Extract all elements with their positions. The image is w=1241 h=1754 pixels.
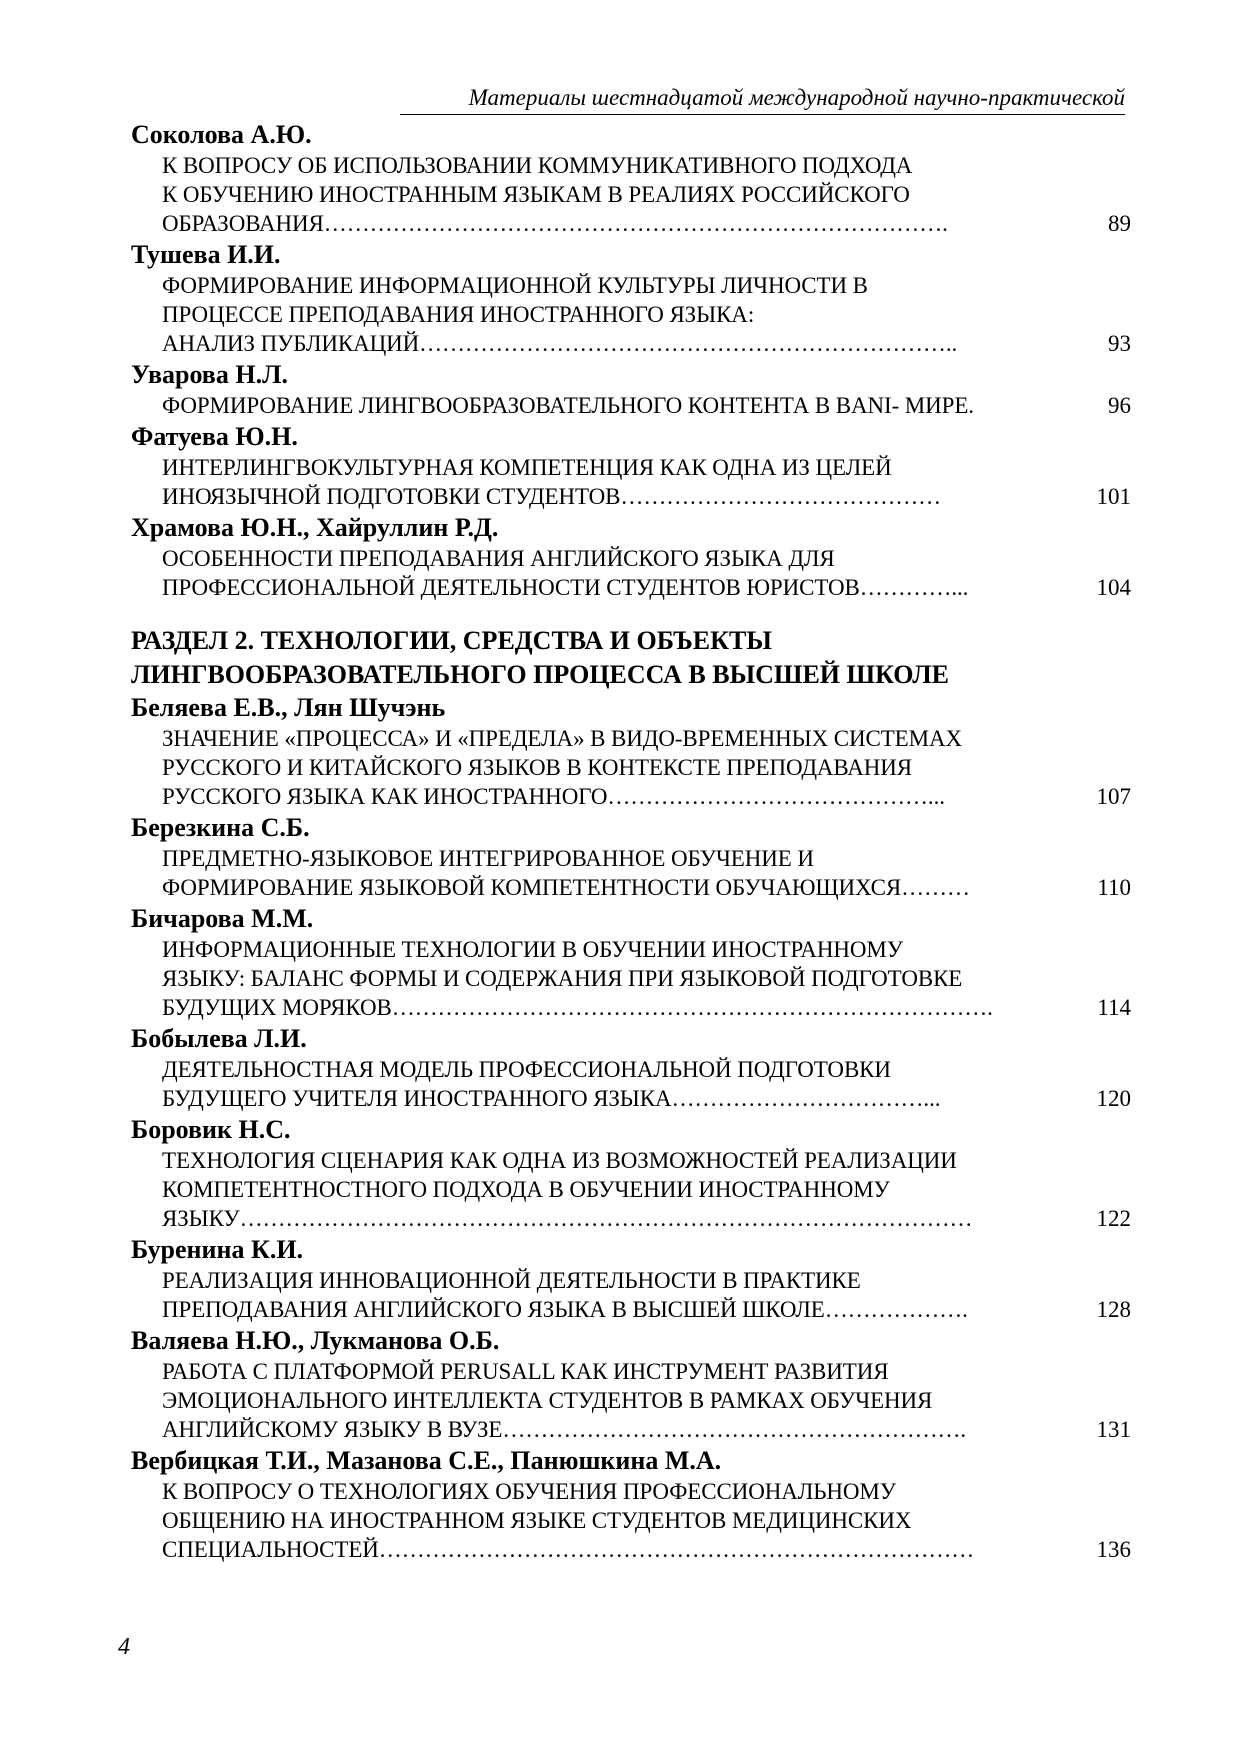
entry-title — [131, 935, 1131, 1022]
entry-title — [131, 844, 1131, 902]
entry-title-line: ФОРМИРОВАНИЕ ЯЗЫКОВОЙ КОМПЕТЕНТНОСТИ ОБУЧАЮЩИХСЯ……… — [162, 875, 970, 900]
entry-author: Уварова Н.Л. — [131, 360, 288, 389]
entry-title-line: ЭМОЦИОНАЛЬНОГО ИНТЕЛЛЕКТА СТУДЕНТОВ В РАМКАХ ОБУЧЕНИЯ — [162, 1388, 933, 1413]
entry-page-number: 96 — [1108, 393, 1131, 418]
entry-title-line: ИНОЯЗЫЧНОЙ ПОДГОТОВКИ СТУДЕНТОВ…………………………………… — [162, 484, 942, 509]
toc-entry[interactable] — [131, 1114, 1131, 1233]
entry-title-line: РУССКОГО ЯЗЫКА КАК ИНОСТРАННОГО……………………………………... — [162, 784, 945, 809]
entry-author: Фатуева Ю.Н. — [131, 422, 298, 451]
entry-title — [131, 1266, 1131, 1324]
toc-entries-top — [131, 119, 1131, 602]
toc-entry[interactable] — [131, 1023, 1131, 1113]
entry-title — [131, 1357, 1131, 1444]
entry-title-line: РУССКОГО И КИТАЙСКОГО ЯЗЫКОВ В КОНТЕКСТЕ ПРЕПОДАВАНИЯ — [162, 755, 912, 780]
entry-title-line: ПРОЦЕССЕ ПРЕПОДАВАНИЯ ИНОСТРАННОГО ЯЗЫКА: — [162, 302, 755, 327]
entry-title — [131, 391, 1131, 420]
entry-title-line: КОМПЕТЕНТНОСТНОГО ПОДХОДА В ОБУЧЕНИИ ИНОСТРАННОМУ — [162, 1177, 890, 1202]
entry-author: Боровик Н.С. — [131, 1115, 291, 1144]
entry-title — [131, 544, 1131, 602]
toc-entry[interactable] — [131, 119, 1131, 238]
entry-title-line: АНГЛИЙСКОМУ ЯЗЫКУ В ВУЗЕ……………………………………………………. — [162, 1417, 967, 1442]
section-heading-line-1: РАЗДЕЛ 2. ТЕХНОЛОГИИ, СРЕДСТВА И ОБЪЕКТЫ — [131, 626, 772, 655]
entry-title-line: ПРЕДМЕТНО-ЯЗЫКОВОЕ ИНТЕГРИРОВАННОЕ ОБУЧЕНИЕ И — [162, 846, 814, 871]
entry-page-number: 131 — [1096, 1417, 1131, 1442]
entry-title-line: К ОБУЧЕНИЮ ИНОСТРАННЫМ ЯЗЫКАМ В РЕАЛИЯХ РОССИЙСКОГО — [162, 182, 910, 207]
entry-title — [131, 1477, 1131, 1564]
entry-author: Тушева И.И. — [131, 240, 281, 269]
entry-title-line: ЯЗЫКУ…………………………………………………………………………………… — [162, 1206, 973, 1231]
entry-title — [131, 151, 1131, 238]
page-number: 4 — [118, 1634, 130, 1660]
toc-entry[interactable] — [131, 1234, 1131, 1324]
toc-entries-bottom — [131, 692, 1131, 1564]
entry-title — [131, 453, 1131, 511]
table-of-contents — [131, 119, 1131, 1565]
entry-title-line: БУДУЩИХ МОРЯКОВ……………………………………………………………………. — [162, 995, 993, 1020]
toc-entry[interactable] — [131, 812, 1131, 902]
entry-title-line: ФОРМИРОВАНИЕ ИНФОРМАЦИОННОЙ КУЛЬТУРЫ ЛИЧНОСТИ В — [162, 273, 868, 298]
entry-title-line: ЗНАЧЕНИЕ «ПРОЦЕССА» И «ПРЕДЕЛА» В ВИДО-ВРЕМЕННЫХ СИСТЕМАХ — [162, 726, 962, 751]
entry-title-line: ДЕЯТЕЛЬНОСТНАЯ МОДЕЛЬ ПРОФЕССИОНАЛЬНОЙ ПОДГОТОВКИ — [162, 1057, 891, 1082]
entry-title-line: ИНТЕРЛИНГВОКУЛЬТУРНАЯ КОМПЕТЕНЦИЯ КАК ОДНА ИЗ ЦЕЛЕЙ — [162, 455, 892, 480]
entry-page-number: 122 — [1096, 1206, 1131, 1231]
toc-entry[interactable] — [131, 903, 1131, 1022]
entry-page-number: 107 — [1096, 784, 1131, 809]
entry-page-number: 114 — [1097, 995, 1131, 1020]
entry-title-line: СПЕЦИАЛЬНОСТЕЙ…………………………………………………………………… — [162, 1537, 975, 1562]
toc-entry[interactable] — [131, 421, 1131, 511]
toc-entry[interactable] — [131, 1445, 1131, 1564]
entry-page-number: 93 — [1108, 331, 1131, 356]
entry-title-line: К ВОПРОСУ ОБ ИСПОЛЬЗОВАНИИ КОММУНИКАТИВНОГО ПОДХОДА — [162, 153, 913, 178]
entry-title-line: ФОРМИРОВАНИЕ ЛИНГВООБРАЗОВАТЕЛЬНОГО КОНТЕНТА В BANI- МИРЕ. — [162, 393, 974, 418]
entry-title-line: БУДУЩЕГО УЧИТЕЛЯ ИНОСТРАННОГО ЯЗЫКА……………………………... — [162, 1086, 941, 1111]
entry-title-line: ПРОФЕССИОНАЛЬНОЙ ДЕЯТЕЛЬНОСТИ СТУДЕНТОВ ЮРИСТОВ…………... — [162, 575, 969, 600]
entry-author: Соколова А.Ю. — [131, 120, 312, 149]
header-rule — [400, 114, 1125, 115]
toc-entry[interactable] — [131, 239, 1131, 358]
entry-page-number: 120 — [1096, 1086, 1131, 1111]
entry-author: Вербицкая Т.И., Мазанова С.Е., Панюшкина М.А. — [131, 1446, 722, 1475]
entry-title-line: ОБЩЕНИЮ НА ИНОСТРАННОМ ЯЗЫКЕ СТУДЕНТОВ МЕДИЦИНСКИХ — [162, 1508, 912, 1533]
entry-page-number: 110 — [1097, 875, 1131, 900]
entry-title — [131, 1146, 1131, 1233]
toc-entry[interactable] — [131, 1325, 1131, 1444]
entry-author: Беляева Е.В., Лян Шучэнь — [131, 693, 446, 722]
entry-title-line: АНАЛИЗ ПУБЛИКАЦИЙ…………………………………………………………….. — [162, 331, 958, 356]
section-heading — [131, 624, 1131, 692]
entry-title-line: ТЕХНОЛОГИЯ СЦЕНАРИЯ КАК ОДНА ИЗ ВОЗМОЖНОСТЕЙ РЕАЛИЗАЦИИ — [162, 1148, 957, 1173]
section-heading-line-2: ЛИНГВООБРАЗОВАТЕЛЬНОГО ПРОЦЕССА В ВЫСШЕЙ ШКОЛЕ — [131, 660, 949, 689]
entry-title — [131, 724, 1131, 811]
entry-title — [131, 271, 1131, 358]
entry-page-number: 136 — [1096, 1537, 1131, 1562]
running-header: Материалы шестнадцатой международной научно-практической — [468, 85, 1125, 110]
entry-title-line: ЯЗЫКУ: БАЛАНС ФОРМЫ И СОДЕРЖАНИЯ ПРИ ЯЗЫКОВОЙ ПОДГОТОВКЕ — [162, 966, 963, 991]
entry-title — [131, 1055, 1131, 1113]
toc-entry[interactable] — [131, 692, 1131, 811]
toc-entry[interactable] — [131, 359, 1131, 420]
toc-entry[interactable] — [131, 512, 1131, 602]
entry-author: Березкина С.Б. — [131, 813, 310, 842]
entry-author: Валяева Н.Ю., Лукманова О.Б. — [131, 1326, 500, 1355]
entry-title-line: К ВОПРОСУ О ТЕХНОЛОГИЯХ ОБУЧЕНИЯ ПРОФЕССИОНАЛЬНОМУ — [162, 1479, 896, 1504]
entry-title-line: ОБРАЗОВАНИЯ………………………………………………………………………. — [162, 211, 948, 236]
entry-title-line: РАБОТА С ПЛАТФОРМОЙ PERUSALL КАК ИНСТРУМЕНТ РАЗВИТИЯ — [162, 1359, 889, 1384]
entry-title-line: ИНФОРМАЦИОННЫЕ ТЕХНОЛОГИИ В ОБУЧЕНИИ ИНОСТРАННОМУ — [162, 937, 903, 962]
entry-title-line: ОСОБЕННОСТИ ПРЕПОДАВАНИЯ АНГЛИЙСКОГО ЯЗЫКА ДЛЯ — [162, 546, 835, 571]
entry-page-number: 89 — [1108, 211, 1131, 236]
entry-author: Бичарова М.М. — [131, 904, 314, 933]
entry-author: Буренина К.И. — [131, 1235, 304, 1264]
entry-page-number: 104 — [1096, 575, 1131, 600]
entry-author: Бобылева Л.И. — [131, 1024, 307, 1053]
entry-page-number: 128 — [1096, 1297, 1131, 1322]
entry-title-line: РЕАЛИЗАЦИЯ ИННОВАЦИОННОЙ ДЕЯТЕЛЬНОСТИ В ПРАКТИКЕ — [162, 1268, 861, 1293]
entry-author: Храмова Ю.Н., Хайруллин Р.Д. — [131, 513, 499, 542]
entry-title-line: ПРЕПОДАВАНИЯ АНГЛИЙСКОГО ЯЗЫКА В ВЫСШЕЙ ШКОЛЕ………………. — [162, 1297, 968, 1322]
entry-page-number: 101 — [1096, 484, 1131, 509]
